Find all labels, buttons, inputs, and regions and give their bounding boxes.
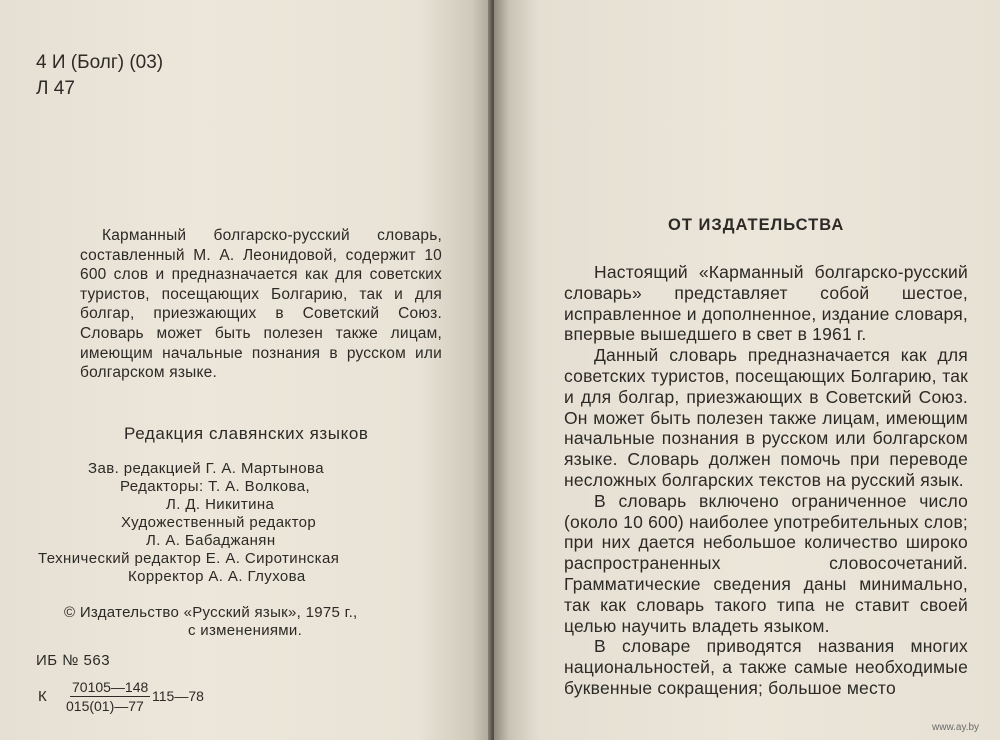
copyright-line-2: с изменениями. [188,622,303,639]
preface-paragraph: В словаре приводятся названия многих национальностей, а также самые необходимые буквенные сокращения; большое место [564,636,968,698]
section-heading: ОТ ИЗДАТЕЛЬСТВА [668,216,845,234]
preface-paragraph: Данный словарь предназначается как для советских туристов, посещающих Болгарию, так и для болгар, приезжающих в Советский Союз. Он может быть полезен также лицам, имеющим начальные познания в русском или болгарском языке. Словарь должен помочь при переводе несложных болгарских текстов на русский язык. [564,345,968,490]
credit-line: Художественный редактор [121,514,317,531]
ib-number: ИБ № 563 [36,652,111,669]
preface-text [564,262,968,699]
book-annotation [80,226,442,383]
credit-line: Л. А. Бабаджанян [146,532,276,549]
credit-line: Л. Д. Никитина [166,496,275,513]
annotation-text: Карманный болгарско-русский словарь, составленный М. А. Леонидовой, содержит 10 600 слов и предназначается как для советских туристов, посещающих Болгарию, так и для болгар, приезжающих в Советский Союз. Словарь может быть полезен также лицам, имеющим начальные познания в русском или болгарском языке. [80,227,442,382]
library-index-code: 4 И (Болг) (03) [36,52,164,73]
k-index-letter: К [38,688,48,705]
edition-name: Редакция славянских языков [124,424,369,443]
preface-paragraph: В словарь включено ограниченное число (около 10 600) наиболее употребительных слов; при них дается небольшое количество широко распространенных словосочетаний. Грамматические сведения даны минимально, так как словарь такого типа не ставит своей целью научить владеть языком. [564,490,968,636]
k-index-suffix: 115—78 [152,688,204,704]
k-index-numerator: 70105—148 [72,679,149,695]
fraction-bar [70,696,150,697]
credit-line: Зав. редакцией Г. А. Мартынова [88,460,324,477]
credit-line: Технический редактор Е. А. Сиротинская [38,550,340,567]
left-page [0,0,492,740]
author-sign: Л 47 [36,78,75,99]
k-index-denominator: 015(01)—77 [66,698,144,714]
watermark: www.ay.by [932,722,980,733]
credit-line: Редакторы: Т. А. Волкова, [120,478,311,495]
preface-paragraph: Настоящий «Карманный болгарско-русский словарь» представляет собой шестое, исправленное и дополненное, издание словаря, впервые вышедшего в свет в 1961 г. [564,262,968,345]
credit-line: Корректор А. А. Глухова [128,568,306,585]
copyright-line: © Издательство «Русский язык», 1975 г., [64,604,358,621]
